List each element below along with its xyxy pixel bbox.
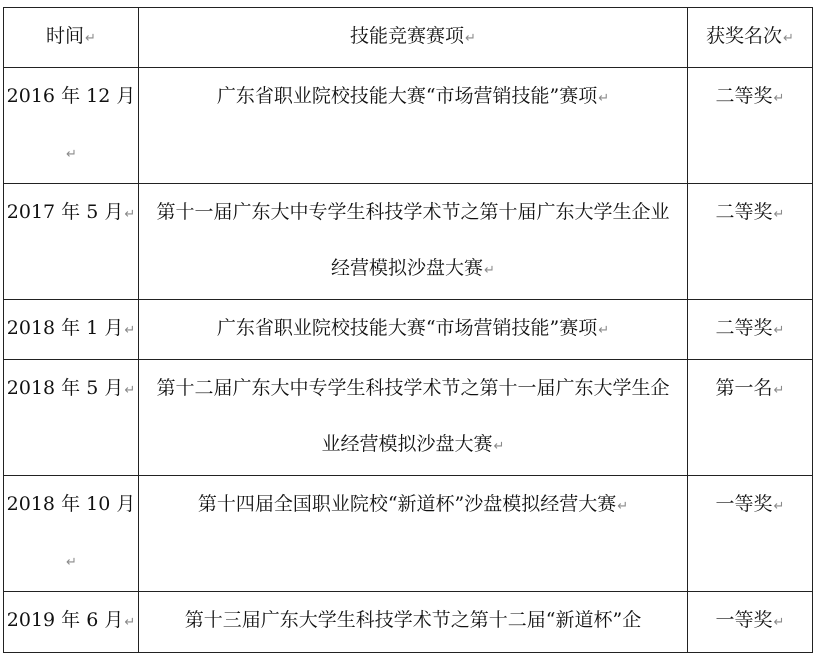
paragraph-mark-icon: ↵ [773, 615, 785, 630]
cell-rank: 二等奖↵ [688, 184, 813, 300]
cell-time: 2019 年 6 月↵ [4, 592, 139, 653]
cell-rank: 第一名↵ [688, 360, 813, 476]
paragraph-mark-icon: ↵ [598, 323, 610, 338]
cell-time: 2018 年 1 月↵ [4, 300, 139, 360]
paragraph-mark-icon: ↵ [85, 31, 96, 46]
paragraph-mark-icon: ↵ [598, 91, 610, 106]
paragraph-mark-icon: ↵ [783, 31, 794, 46]
table-row [4, 300, 813, 360]
cell-rank: 一等奖↵ [688, 476, 813, 592]
paragraph-mark-icon: ↵ [773, 91, 785, 106]
header-time: 时间↵ [4, 8, 139, 68]
cell-rank: 一等奖↵ [688, 592, 813, 653]
table-row [4, 184, 813, 300]
table-row [4, 360, 813, 476]
paragraph-mark-icon: ↵ [773, 383, 785, 398]
paragraph-mark-icon: ↵ [66, 147, 77, 162]
cell-time: 2017 年 5 月↵ [4, 184, 139, 300]
paragraph-mark-icon: ↵ [773, 323, 785, 338]
cell-item: 广东省职业院校技能大赛“市场营销技能”赛项↵ [139, 300, 688, 360]
table-row [4, 476, 813, 592]
paragraph-mark-icon: ↵ [493, 439, 505, 454]
table-row [4, 592, 813, 653]
cell-item: 第十三届广东大学生科技学术节之第十二届“新道杯”企 [139, 592, 688, 653]
paragraph-mark-icon: ↵ [124, 383, 136, 398]
paragraph-mark-icon: ↵ [124, 323, 136, 338]
cell-time: 2018 年 10 月↵ [4, 476, 139, 592]
paragraph-mark-icon: ↵ [617, 499, 629, 514]
header-item: 技能竞赛赛项↵ [139, 8, 688, 68]
cell-item: 第十四届全国职业院校“新道杯”沙盘模拟经营大赛↵ [139, 476, 688, 592]
cell-item: 第十二届广东大中专学生科技学术节之第十一届广东大学生企业经营模拟沙盘大赛↵ [139, 360, 688, 476]
cell-time: 2018 年 5 月↵ [4, 360, 139, 476]
paragraph-mark-icon: ↵ [773, 499, 785, 514]
awards-table [3, 7, 813, 653]
cell-rank: 二等奖↵ [688, 68, 813, 184]
paragraph-mark-icon: ↵ [66, 555, 77, 570]
paragraph-mark-icon: ↵ [484, 263, 495, 278]
paragraph-mark-icon: ↵ [465, 31, 476, 46]
table-header-row [4, 8, 813, 68]
cell-time: 2016 年 12 月↵ [4, 68, 139, 184]
paragraph-mark-icon: ↵ [124, 207, 136, 222]
table-row [4, 68, 813, 184]
cell-item: 第十一届广东大中专学生科技学术节之第十届广东大学生企业经营模拟沙盘大赛↵ [139, 184, 688, 300]
cell-item: 广东省职业院校技能大赛“市场营销技能”赛项↵ [139, 68, 688, 184]
paragraph-mark-icon: ↵ [124, 615, 136, 630]
cell-rank: 二等奖↵ [688, 300, 813, 360]
paragraph-mark-icon: ↵ [773, 207, 785, 222]
header-rank: 获奖名次↵ [688, 8, 813, 68]
